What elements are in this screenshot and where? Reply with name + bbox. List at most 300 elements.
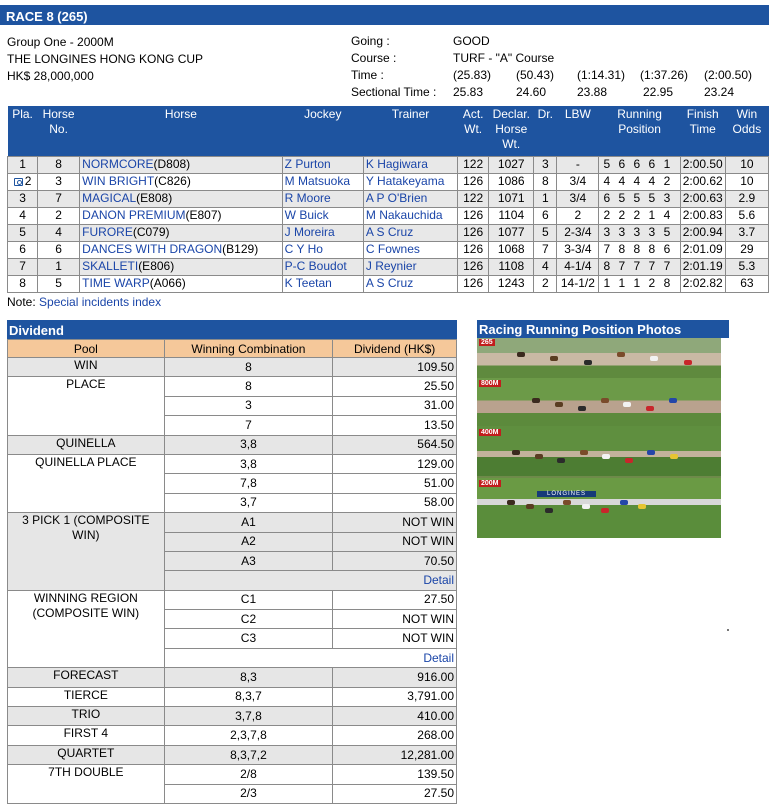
running-position-value: 8 (648, 242, 656, 256)
dividend-amount: 139.50 (333, 765, 457, 784)
race-name: THE LONGINES HONG KONG CUP (7, 52, 204, 66)
winning-combination: A2 (164, 532, 333, 551)
horse-cell (80, 275, 283, 292)
trainer-link[interactable]: A P O'Brien (363, 190, 457, 207)
horse-figure (623, 402, 631, 407)
time-label: Time : (351, 68, 384, 82)
trainer-link[interactable]: K Hagiwara (363, 156, 457, 173)
going-value: GOOD (453, 34, 490, 48)
horse-figure (512, 450, 520, 455)
dividend-amount: 129.00 (333, 454, 457, 473)
running-position-photos (477, 320, 729, 538)
actual-weight: 126 (458, 224, 489, 241)
horse-link[interactable]: FURORE (82, 225, 133, 239)
decorative-dot (727, 629, 729, 631)
running-position (599, 275, 680, 292)
running-position-value: 8 (603, 259, 611, 273)
race-title: RACE 8 (265) (6, 9, 88, 24)
placing-cell (8, 173, 38, 190)
dividend-amount: 12,281.00 (333, 745, 457, 764)
placing: 1 (19, 157, 26, 171)
jockey-link[interactable]: P-C Boudot (282, 258, 363, 275)
draw: 2 (534, 275, 557, 292)
horse-code: (B129) (222, 242, 259, 256)
camera-icon[interactable] (14, 178, 23, 186)
pool-name: QUINELLA PLACE (8, 454, 165, 512)
horse-figure (650, 356, 658, 361)
running-position-value: 6 (648, 157, 656, 171)
draw: 1 (534, 190, 557, 207)
horse-figure (526, 504, 534, 509)
running-position-value: 2 (663, 174, 671, 188)
result-row (8, 224, 769, 241)
dividend-row (8, 435, 457, 454)
winning-combination: A1 (164, 513, 333, 532)
horse-cell (80, 190, 283, 207)
dividend-amount: 109.50 (333, 358, 457, 377)
dividend-amount: 27.50 (333, 590, 457, 609)
pool-name: 7TH DOUBLE (8, 765, 165, 804)
horse-code: (E806) (138, 259, 175, 273)
dividend-row (8, 454, 457, 473)
result-header-row (8, 106, 769, 156)
declared-weight: 1086 (489, 173, 534, 190)
header-jockey: Jockey (282, 106, 363, 156)
dividend-row (8, 687, 457, 706)
trainer-link[interactable]: A S Cruz (363, 224, 457, 241)
placing-cell (8, 241, 38, 258)
course-label: Course : (351, 51, 397, 65)
draw: 8 (534, 173, 557, 190)
lbw: 3/4 (557, 173, 599, 190)
horse-figure (647, 450, 655, 455)
winning-combination: C3 (164, 629, 333, 648)
winning-combination: C2 (164, 610, 333, 629)
actual-weight: 126 (458, 241, 489, 258)
placing: 7 (19, 259, 26, 273)
dividend-row (8, 377, 457, 396)
time-value: (1:37.26) (640, 68, 689, 82)
horse-no: 4 (38, 224, 80, 241)
dividend-title-bar (7, 320, 457, 339)
trainer-link[interactable]: C Fownes (363, 241, 457, 258)
horse-no: 2 (38, 207, 80, 224)
horse-figure (517, 352, 525, 357)
running-position-value: 5 (618, 191, 626, 205)
running-position-value: 6 (618, 157, 626, 171)
horse-cell (80, 241, 283, 258)
running-position (599, 156, 680, 173)
horse-cell (80, 156, 283, 173)
pool-name: FORECAST (8, 668, 165, 687)
race-result-table (7, 106, 769, 293)
dividend-amount: NOT WIN (333, 610, 457, 629)
jockey-link[interactable]: K Teetan (282, 275, 363, 292)
marker-400m: 400M (481, 429, 499, 436)
trainer-link[interactable]: J Reynier (363, 258, 457, 275)
horse-link[interactable]: NORMCORE (82, 157, 154, 171)
trainer-link[interactable]: A S Cruz (363, 275, 457, 292)
horse-code: (A066) (149, 276, 186, 290)
trainer-link[interactable]: M Nakauchida (363, 207, 457, 224)
horse-code: (C079) (132, 225, 170, 239)
placing-cell (8, 275, 38, 292)
running-position-value: 4 (618, 174, 626, 188)
win-odds: 29 (725, 241, 768, 258)
finish-time: 2:01.19 (680, 258, 725, 275)
actual-weight: 126 (458, 173, 489, 190)
time-value: (1:14.31) (577, 68, 626, 82)
time-value: (50.43) (516, 68, 555, 82)
win-odds: 3.7 (725, 224, 768, 241)
class-distance: Group One - 2000M (7, 35, 114, 49)
horse-figure (545, 508, 553, 513)
horse-link[interactable]: TIME WARP (82, 276, 150, 290)
result-row (8, 241, 769, 258)
horse-figure (620, 500, 628, 505)
jockey-link[interactable]: J Moreira (282, 224, 363, 241)
running-position-value: 8 (663, 276, 671, 290)
special-incidents-link[interactable]: Special incidents index (39, 295, 162, 309)
running-position-value: 2 (633, 208, 641, 222)
running-position-value: 8 (633, 242, 641, 256)
dividend-amount: 410.00 (333, 707, 457, 726)
pool-name: PLACE (8, 377, 165, 435)
horse-cell (80, 207, 283, 224)
win-odds: 10 (725, 173, 768, 190)
dividend-amount: 564.50 (333, 435, 457, 454)
pool-name: 3 PICK 1 (COMPOSITE WIN) (8, 513, 165, 591)
dividend-row (8, 668, 457, 687)
horse-figure (557, 458, 565, 463)
finish-time: 2:00.94 (680, 224, 725, 241)
declared-weight: 1108 (489, 258, 534, 275)
win-odds: 63 (725, 275, 768, 292)
result-row (8, 258, 769, 275)
horse-cell (80, 258, 283, 275)
finish-time: 2:00.62 (680, 173, 725, 190)
pool-name: FIRST 4 (8, 726, 165, 745)
dividend-row (8, 590, 457, 609)
horse-figure (601, 398, 609, 403)
header-finish-time: Finish Time (680, 106, 725, 156)
dividend-amount: 916.00 (333, 668, 457, 687)
sectional-value: 22.95 (643, 85, 674, 99)
horse-figure (617, 352, 625, 357)
horse-figure (532, 398, 540, 403)
running-position-value: 7 (633, 259, 641, 273)
winning-combination: 3,7,8 (164, 707, 333, 726)
finish-time: 2:00.50 (680, 156, 725, 173)
header-draw: Dr. (534, 106, 557, 156)
horse-figure (582, 504, 590, 509)
dividend-row (8, 707, 457, 726)
dividend-amount: NOT WIN (333, 629, 457, 648)
lbw: 4-1/4 (557, 258, 599, 275)
horse-figure (601, 508, 609, 513)
running-position-value: 2 (648, 276, 656, 290)
sectional-value: 23.88 (577, 85, 608, 99)
pool-name: WIN (8, 358, 165, 377)
pool-name: WINNING REGION (COMPOSITE WIN) (8, 590, 165, 668)
winning-combination: 8 (164, 377, 333, 396)
horse-no: 6 (38, 241, 80, 258)
running-position-value: 3 (633, 225, 641, 239)
photo-strip-200m (477, 478, 721, 538)
running-position-value: 7 (663, 259, 671, 273)
lbw: 3/4 (557, 190, 599, 207)
horse-code: (E808) (136, 191, 173, 205)
win-odds: 5.6 (725, 207, 768, 224)
horse-code: (C826) (154, 174, 191, 188)
running-position-value: 4 (603, 174, 611, 188)
running-position-value: 5 (603, 157, 611, 171)
prize-money: HK$ 28,000,000 (7, 69, 94, 83)
running-position (599, 241, 680, 258)
pool-name: TRIO (8, 707, 165, 726)
placing-cell (8, 156, 38, 173)
going-label: Going : (351, 34, 390, 48)
horse-no: 1 (38, 258, 80, 275)
jockey-link[interactable]: W Buick (282, 207, 363, 224)
note-label: Note: (7, 295, 36, 309)
winning-combination: 3 (164, 396, 333, 415)
dividend-amount: 268.00 (333, 726, 457, 745)
horse-figure (684, 360, 692, 365)
dividend-amount: 25.50 (333, 377, 457, 396)
win-odds: 2.9 (725, 190, 768, 207)
result-row (8, 173, 769, 190)
course-value: TURF - "A" Course (453, 51, 555, 65)
finish-time: 2:00.63 (680, 190, 725, 207)
horse-no: 8 (38, 156, 80, 173)
declared-weight: 1243 (489, 275, 534, 292)
jockey-link[interactable]: M Matsuoka (282, 173, 363, 190)
running-position-value: 1 (663, 157, 671, 171)
winning-combination: 2,3,7,8 (164, 726, 333, 745)
dividend-row (8, 358, 457, 377)
winning-combination: 2/3 (164, 784, 333, 803)
dividend-amount: 31.00 (333, 396, 457, 415)
winning-combination: 8,3,7,2 (164, 745, 333, 764)
header-placing: Pla. (8, 106, 38, 156)
placing-cell (8, 207, 38, 224)
marker-200m: 200M (481, 480, 499, 487)
header-act-wt: Act. Wt. (458, 106, 489, 156)
header-declar-wt: Declar. Horse Wt. (489, 106, 534, 156)
running-position-value: 7 (603, 242, 611, 256)
running-position-value: 5 (648, 191, 656, 205)
horse-figure (580, 450, 588, 455)
header-lbw: LBW (557, 106, 599, 156)
finish-time: 2:01.09 (680, 241, 725, 258)
win-odds: 10 (725, 156, 768, 173)
horse-code: (D808) (153, 157, 191, 171)
jockey-link[interactable]: C Y Ho (282, 241, 363, 258)
horse-no: 3 (38, 173, 80, 190)
dividend-amount: 51.00 (333, 474, 457, 493)
sectional-label: Sectional Time : (351, 85, 437, 99)
running-position-value: 2 (618, 208, 626, 222)
detail-cell (164, 648, 456, 667)
trainer-link[interactable]: Y Hatakeyama (363, 173, 457, 190)
time-value: (25.83) (453, 68, 492, 82)
lbw: - (557, 156, 599, 173)
photos-title-bar (477, 320, 729, 338)
horse-cell (80, 173, 283, 190)
detail-link[interactable]: Detail (423, 650, 454, 665)
declared-weight: 1071 (489, 190, 534, 207)
header-pool: Pool (8, 340, 165, 358)
actual-weight: 126 (458, 207, 489, 224)
dividend-title: Dividend (9, 323, 64, 338)
running-position (599, 258, 680, 275)
horse-figure (550, 356, 558, 361)
sectional-value: 23.24 (704, 85, 735, 99)
race-info-left (7, 34, 203, 85)
header-dividend: Dividend (HK$) (333, 340, 457, 358)
placing-cell (8, 258, 38, 275)
actual-weight: 126 (458, 258, 489, 275)
running-position-value: 1 (648, 208, 656, 222)
actual-weight: 122 (458, 156, 489, 173)
header-winning-combination: Winning Combination (164, 340, 333, 358)
dividend-row (8, 726, 457, 745)
horse-figure (638, 504, 646, 509)
running-position-value: 4 (663, 208, 671, 222)
winning-combination: 8,3 (164, 668, 333, 687)
placing: 3 (19, 191, 26, 205)
winning-combination: 3,8 (164, 454, 333, 473)
running-position-value: 1 (618, 276, 626, 290)
race-title-bar (0, 5, 769, 25)
horse-cell (80, 224, 283, 241)
horse-figure (669, 398, 677, 403)
note (7, 295, 161, 309)
winning-combination: 3,7 (164, 493, 333, 512)
lbw: 2 (557, 207, 599, 224)
lbw: 3-3/4 (557, 241, 599, 258)
photo-strip-800m (477, 378, 721, 428)
dividend-row (8, 513, 457, 532)
jockey-link[interactable]: R Moore (282, 190, 363, 207)
placing: 5 (19, 225, 26, 239)
winning-combination: 7 (164, 416, 333, 435)
winning-combination: 3,8 (164, 435, 333, 454)
dividend-amount: 58.00 (333, 493, 457, 512)
running-position-value: 1 (633, 276, 641, 290)
jockey-link[interactable]: Z Purton (282, 156, 363, 173)
running-position (599, 190, 680, 207)
horse-figure (602, 454, 610, 459)
horse-link[interactable]: WIN BRIGHT (82, 174, 155, 188)
lbw: 14-1/2 (557, 275, 599, 292)
horse-figure (555, 402, 563, 407)
photos-title: Racing Running Position Photos (479, 322, 682, 337)
declared-weight: 1027 (489, 156, 534, 173)
running-position-photo[interactable] (477, 338, 721, 538)
detail-link[interactable]: Detail (423, 572, 454, 587)
declared-weight: 1077 (489, 224, 534, 241)
sponsor-banner: LONGINES (537, 491, 596, 497)
dividend-amount: 13.50 (333, 416, 457, 435)
dividend-table (7, 339, 457, 804)
declared-weight: 1068 (489, 241, 534, 258)
horse-link[interactable]: DANON PREMIUM (82, 208, 186, 222)
result-row (8, 207, 769, 224)
dividend-amount: 27.50 (333, 784, 457, 803)
horse-figure (563, 500, 571, 505)
running-position-value: 7 (648, 259, 656, 273)
winning-combination: 7,8 (164, 474, 333, 493)
win-odds: 5.3 (725, 258, 768, 275)
running-position-value: 3 (603, 225, 611, 239)
running-position-value: 4 (633, 174, 641, 188)
pool-name: TIERCE (8, 687, 165, 706)
placing: 6 (19, 242, 26, 256)
sectional-value: 24.60 (516, 85, 547, 99)
dividend-amount: 70.50 (333, 551, 457, 570)
running-position-value: 6 (603, 191, 611, 205)
running-position-value: 3 (648, 225, 656, 239)
winning-combination: C1 (164, 590, 333, 609)
result-row (8, 156, 769, 173)
dividend-amount: NOT WIN (333, 513, 457, 532)
horse-no: 7 (38, 190, 80, 207)
winning-combination: 2/8 (164, 765, 333, 784)
finish-time: 2:00.83 (680, 207, 725, 224)
running-position (599, 207, 680, 224)
winning-combination: 8,3,7 (164, 687, 333, 706)
horse-figure (584, 360, 592, 365)
header-horse-no: Horse No. (38, 106, 80, 156)
time-value: (2:00.50) (704, 68, 753, 82)
horse-figure (535, 454, 543, 459)
dividend-section (7, 320, 457, 804)
running-position-value: 5 (633, 191, 641, 205)
horse-link[interactable]: SKALLETI (82, 259, 139, 273)
detail-cell (164, 571, 456, 590)
actual-weight: 122 (458, 190, 489, 207)
horse-no: 5 (38, 275, 80, 292)
horse-link[interactable]: DANCES WITH DRAGON (82, 242, 223, 256)
sectional-value: 25.83 (453, 85, 484, 99)
pool-name: QUARTET (8, 745, 165, 764)
draw: 5 (534, 224, 557, 241)
draw: 6 (534, 207, 557, 224)
running-position-value: 3 (663, 191, 671, 205)
running-position-value: 7 (618, 259, 626, 273)
horse-figure (646, 406, 654, 411)
winning-combination: A3 (164, 551, 333, 570)
horse-figure (625, 458, 633, 463)
running-position-value: 2 (603, 208, 611, 222)
dividend-row (8, 765, 457, 784)
dividend-row (8, 745, 457, 764)
header-win-odds: Win Odds (725, 106, 768, 156)
horse-link[interactable]: MAGICAL (82, 191, 137, 205)
running-position-value: 4 (648, 174, 656, 188)
running-position-value: 8 (618, 242, 626, 256)
running-position-value: 6 (633, 157, 641, 171)
declared-weight: 1104 (489, 207, 534, 224)
running-position-value: 6 (663, 242, 671, 256)
placing: 2 (24, 174, 32, 188)
placing: 8 (19, 276, 26, 290)
horse-figure (578, 406, 586, 411)
horse-figure (670, 454, 678, 459)
placing: 4 (19, 208, 26, 222)
